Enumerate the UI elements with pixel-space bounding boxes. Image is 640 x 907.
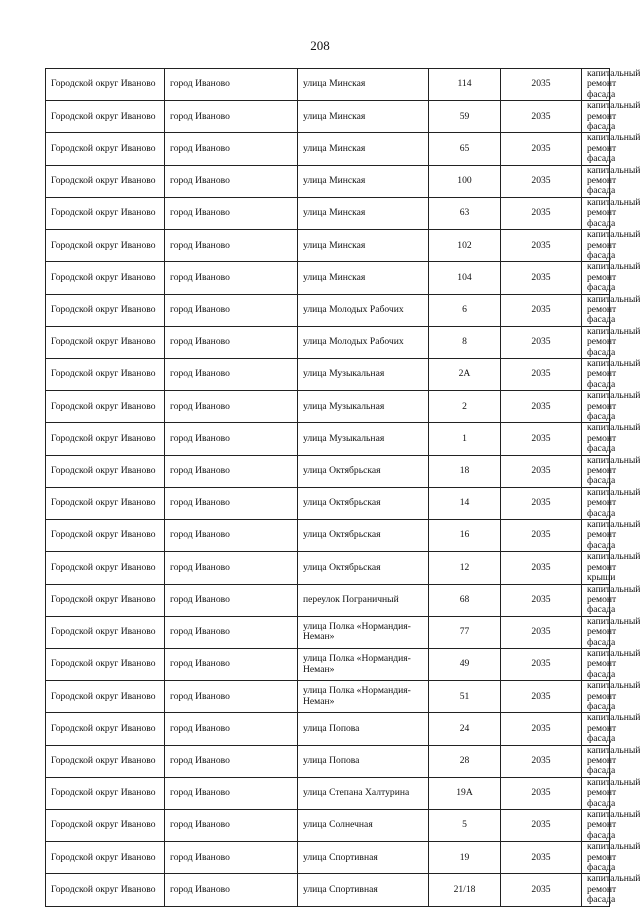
street-cell: улица Октябрьская: [298, 455, 429, 487]
district-cell: Городской округ Иваново: [46, 262, 165, 294]
city-cell: город Иваново: [165, 842, 298, 874]
district-cell: Городской округ Иваново: [46, 874, 165, 906]
house-number-cell: 51: [429, 681, 501, 713]
work-type-cell: капитальный ремонт фасада: [582, 487, 610, 519]
year-cell: 2035: [501, 520, 582, 552]
street-cell: улица Октябрьская: [298, 552, 429, 584]
table-row: [46, 423, 610, 455]
table-row: [46, 165, 610, 197]
table-row: [46, 197, 610, 229]
year-cell: 2035: [501, 648, 582, 680]
work-type-cell: капитальный ремонт фасада: [582, 101, 610, 133]
work-type-cell: капитальный ремонт фасада: [582, 391, 610, 423]
city-cell: город Иваново: [165, 197, 298, 229]
house-number-cell: 63: [429, 197, 501, 229]
year-cell: 2035: [501, 69, 582, 101]
district-cell: Городской округ Иваново: [46, 487, 165, 519]
house-number-cell: 14: [429, 487, 501, 519]
city-cell: город Иваново: [165, 487, 298, 519]
house-number-cell: 59: [429, 101, 501, 133]
city-cell: город Иваново: [165, 326, 298, 358]
district-cell: Городской округ Иваново: [46, 584, 165, 616]
district-cell: Городской округ Иваново: [46, 520, 165, 552]
house-number-cell: 114: [429, 69, 501, 101]
work-type-cell: капитальный ремонт фасада: [582, 197, 610, 229]
work-type-cell: капитальный ремонт фасада: [582, 294, 610, 326]
city-cell: город Иваново: [165, 874, 298, 906]
city-cell: город Иваново: [165, 777, 298, 809]
table-row: [46, 262, 610, 294]
table-row: [46, 777, 610, 809]
street-cell: улица Минская: [298, 101, 429, 133]
work-type-cell: капитальный ремонт фасада: [582, 358, 610, 390]
street-cell: улица Музыкальная: [298, 391, 429, 423]
house-number-cell: 77: [429, 616, 501, 648]
house-number-cell: 21/18: [429, 874, 501, 906]
work-type-cell: капитальный ремонт фасада: [582, 584, 610, 616]
year-cell: 2035: [501, 423, 582, 455]
year-cell: 2035: [501, 713, 582, 745]
year-cell: 2035: [501, 616, 582, 648]
table-row: [46, 230, 610, 262]
district-cell: Городской округ Иваново: [46, 777, 165, 809]
city-cell: город Иваново: [165, 101, 298, 133]
street-cell: улица Молодых Рабочих: [298, 326, 429, 358]
year-cell: 2035: [501, 230, 582, 262]
city-cell: город Иваново: [165, 713, 298, 745]
table-row: [46, 487, 610, 519]
street-cell: улица Солнечная: [298, 810, 429, 842]
year-cell: 2035: [501, 874, 582, 906]
district-cell: Городской округ Иваново: [46, 133, 165, 165]
house-number-cell: 19А: [429, 777, 501, 809]
table-row: [46, 455, 610, 487]
table-row: [46, 133, 610, 165]
year-cell: 2035: [501, 487, 582, 519]
year-cell: 2035: [501, 455, 582, 487]
table-body: [46, 68, 640, 907]
table-row: [46, 294, 610, 326]
work-type-cell: капитальный ремонт фасада: [582, 520, 610, 552]
year-cell: 2035: [501, 584, 582, 616]
district-cell: Городской округ Иваново: [46, 165, 165, 197]
street-cell: улица Минская: [298, 262, 429, 294]
street-cell: улица Минская: [298, 69, 429, 101]
district-cell: Городской округ Иваново: [46, 616, 165, 648]
city-cell: город Иваново: [165, 584, 298, 616]
work-type-cell: капитальный ремонт фасада: [582, 616, 610, 648]
city-cell: город Иваново: [165, 165, 298, 197]
city-cell: город Иваново: [165, 262, 298, 294]
district-cell: Городской округ Иваново: [46, 552, 165, 584]
work-type-cell: капитальный ремонт крыши: [582, 552, 610, 584]
street-cell: улица Полка «Нормандия-Неман»: [298, 681, 429, 713]
year-cell: 2035: [501, 101, 582, 133]
table-row: [46, 326, 610, 358]
house-number-cell: 16: [429, 520, 501, 552]
table-row: [46, 616, 610, 648]
street-cell: улица Полка «Нормандия-Неман»: [298, 616, 429, 648]
house-number-cell: 2А: [429, 358, 501, 390]
table-row: [46, 874, 610, 906]
repair-schedule-table: [45, 68, 640, 907]
year-cell: 2035: [501, 197, 582, 229]
street-cell: улица Молодых Рабочих: [298, 294, 429, 326]
city-cell: город Иваново: [165, 745, 298, 777]
district-cell: Городской округ Иваново: [46, 648, 165, 680]
year-cell: 2035: [501, 745, 582, 777]
year-cell: 2035: [501, 294, 582, 326]
city-cell: город Иваново: [165, 681, 298, 713]
street-cell: улица Степана Халтурина: [298, 777, 429, 809]
house-number-cell: 49: [429, 648, 501, 680]
district-cell: Городской округ Иваново: [46, 391, 165, 423]
house-number-cell: 65: [429, 133, 501, 165]
street-cell: улица Попова: [298, 713, 429, 745]
work-type-cell: капитальный ремонт фасада: [582, 777, 610, 809]
table-row: [46, 713, 610, 745]
work-type-cell: капитальный ремонт фасада: [582, 230, 610, 262]
work-type-cell: капитальный ремонт фасада: [582, 713, 610, 745]
city-cell: город Иваново: [165, 648, 298, 680]
house-number-cell: 8: [429, 326, 501, 358]
district-cell: Городской округ Иваново: [46, 358, 165, 390]
work-type-cell: капитальный ремонт фасада: [582, 874, 610, 906]
house-number-cell: 18: [429, 455, 501, 487]
house-number-cell: 1: [429, 423, 501, 455]
city-cell: город Иваново: [165, 810, 298, 842]
work-type-cell: капитальный ремонт фасада: [582, 69, 610, 101]
street-cell: улица Октябрьская: [298, 520, 429, 552]
year-cell: 2035: [501, 777, 582, 809]
work-type-cell: капитальный ремонт фасада: [582, 133, 610, 165]
city-cell: город Иваново: [165, 552, 298, 584]
year-cell: 2035: [501, 391, 582, 423]
district-cell: Городской округ Иваново: [46, 455, 165, 487]
street-cell: улица Минская: [298, 230, 429, 262]
district-cell: Городской округ Иваново: [46, 713, 165, 745]
work-type-cell: капитальный ремонт фасада: [582, 648, 610, 680]
city-cell: город Иваново: [165, 230, 298, 262]
house-number-cell: 12: [429, 552, 501, 584]
city-cell: город Иваново: [165, 391, 298, 423]
city-cell: город Иваново: [165, 520, 298, 552]
district-cell: Городской округ Иваново: [46, 423, 165, 455]
house-number-cell: 19: [429, 842, 501, 874]
work-type-cell: капитальный ремонт фасада: [582, 262, 610, 294]
table-row: [46, 648, 610, 680]
table-row: [46, 391, 610, 423]
table-row: [46, 69, 610, 101]
district-cell: Городской округ Иваново: [46, 745, 165, 777]
district-cell: Городской округ Иваново: [46, 101, 165, 133]
district-cell: Городской округ Иваново: [46, 326, 165, 358]
table-row: [46, 358, 610, 390]
street-cell: переулок Пограничный: [298, 584, 429, 616]
city-cell: город Иваново: [165, 358, 298, 390]
year-cell: 2035: [501, 681, 582, 713]
street-cell: улица Минская: [298, 165, 429, 197]
table-row: [46, 842, 610, 874]
district-cell: Городской округ Иваново: [46, 294, 165, 326]
year-cell: 2035: [501, 842, 582, 874]
street-cell: улица Попова: [298, 745, 429, 777]
house-number-cell: 5: [429, 810, 501, 842]
work-type-cell: капитальный ремонт фасада: [582, 165, 610, 197]
district-cell: Городской округ Иваново: [46, 69, 165, 101]
year-cell: 2035: [501, 358, 582, 390]
year-cell: 2035: [501, 552, 582, 584]
year-cell: 2035: [501, 810, 582, 842]
city-cell: город Иваново: [165, 69, 298, 101]
year-cell: 2035: [501, 133, 582, 165]
table-row: [46, 584, 610, 616]
district-cell: Городской округ Иваново: [46, 810, 165, 842]
street-cell: улица Октябрьская: [298, 487, 429, 519]
house-number-cell: 100: [429, 165, 501, 197]
street-cell: улица Музыкальная: [298, 358, 429, 390]
house-number-cell: 102: [429, 230, 501, 262]
work-type-cell: капитальный ремонт фасада: [582, 842, 610, 874]
district-cell: Городской округ Иваново: [46, 842, 165, 874]
street-cell: улица Спортивная: [298, 874, 429, 906]
city-cell: город Иваново: [165, 455, 298, 487]
house-number-cell: 2: [429, 391, 501, 423]
year-cell: 2035: [501, 262, 582, 294]
house-number-cell: 24: [429, 713, 501, 745]
table-row: [46, 552, 610, 584]
work-type-cell: капитальный ремонт фасада: [582, 681, 610, 713]
work-type-cell: капитальный ремонт фасада: [582, 423, 610, 455]
house-number-cell: 6: [429, 294, 501, 326]
table-row: [46, 745, 610, 777]
table-row: [46, 101, 610, 133]
house-number-cell: 28: [429, 745, 501, 777]
table-row: [46, 810, 610, 842]
city-cell: город Иваново: [165, 294, 298, 326]
year-cell: 2035: [501, 165, 582, 197]
street-cell: улица Минская: [298, 133, 429, 165]
district-cell: Городской округ Иваново: [46, 681, 165, 713]
city-cell: город Иваново: [165, 133, 298, 165]
work-type-cell: капитальный ремонт фасада: [582, 810, 610, 842]
work-type-cell: капитальный ремонт фасада: [582, 455, 610, 487]
street-cell: улица Минская: [298, 197, 429, 229]
street-cell: улица Спортивная: [298, 842, 429, 874]
street-cell: улица Полка «Нормандия-Неман»: [298, 648, 429, 680]
work-type-cell: капитальный ремонт фасада: [582, 745, 610, 777]
table-row: [46, 681, 610, 713]
house-number-cell: 104: [429, 262, 501, 294]
city-cell: город Иваново: [165, 616, 298, 648]
district-cell: Городской округ Иваново: [46, 197, 165, 229]
year-cell: 2035: [501, 326, 582, 358]
district-cell: Городской округ Иваново: [46, 230, 165, 262]
table-row: [46, 520, 610, 552]
city-cell: город Иваново: [165, 423, 298, 455]
work-type-cell: капитальный ремонт фасада: [582, 326, 610, 358]
house-number-cell: 68: [429, 584, 501, 616]
page-number: 208: [310, 38, 330, 53]
street-cell: улица Музыкальная: [298, 423, 429, 455]
